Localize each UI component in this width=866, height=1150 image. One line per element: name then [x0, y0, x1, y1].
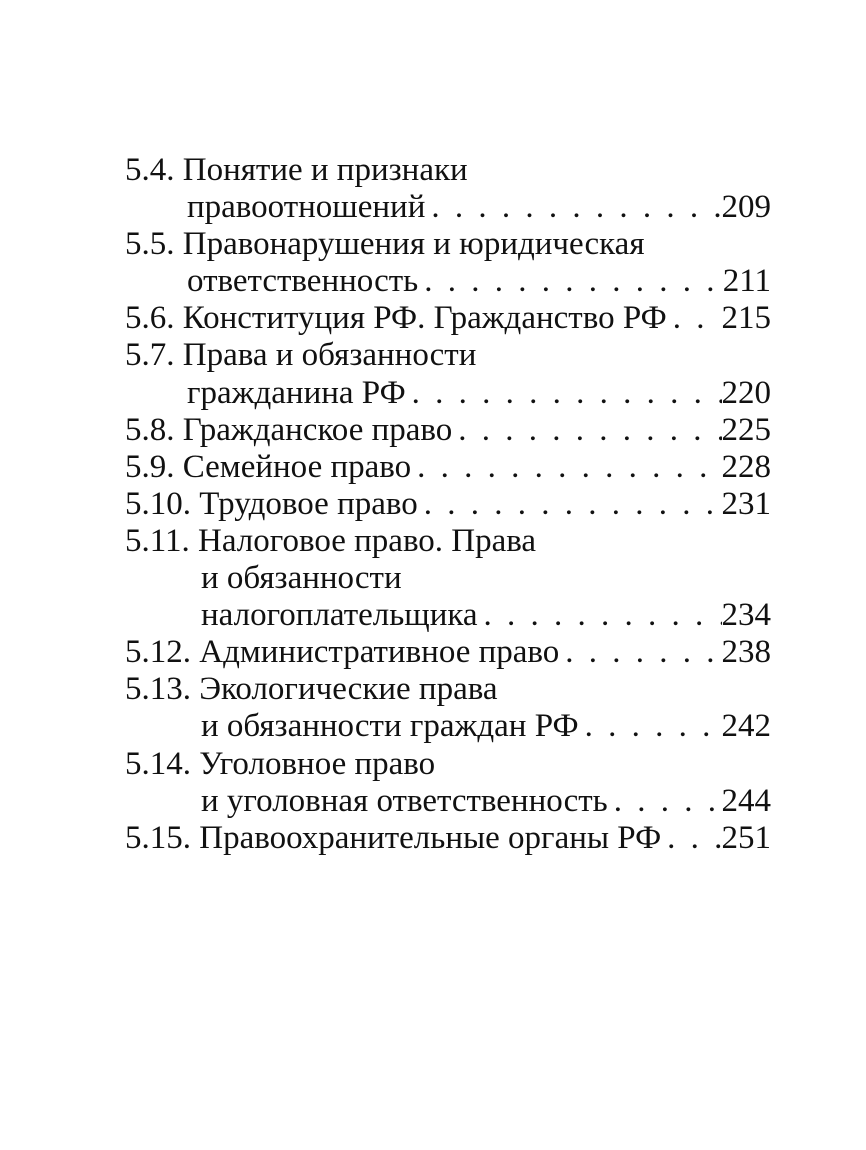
dot-leader [608, 783, 722, 820]
toc-entry-number: 5.10. [125, 485, 191, 522]
toc-entry[interactable] [125, 486, 771, 523]
toc-entry-title: гражданина РФ [187, 374, 406, 411]
toc-entry-page-number: 211 [722, 263, 771, 300]
toc-entry-continuation-line [125, 189, 771, 226]
toc-entry-continuation-line [125, 708, 771, 745]
toc-entry-title: Уголовное право [199, 745, 436, 782]
toc-entry-title: Гражданское право [182, 411, 453, 448]
toc-entry-number: 5.7. [125, 337, 175, 374]
toc-entry[interactable] [125, 300, 771, 337]
toc-entry-title: Правоохранительные органы РФ [199, 819, 662, 856]
toc-entry[interactable] [125, 746, 771, 820]
toc-entry-number: 5.9. [125, 448, 175, 485]
toc-entry-first-line [125, 226, 771, 263]
dot-leader [559, 634, 721, 671]
toc-entry-first-line [125, 671, 771, 708]
toc-entry-page-number: 220 [721, 374, 771, 411]
toc-entry-title: Семейное право [182, 448, 412, 485]
toc-entry-title: Правонарушения и юридическая [182, 226, 645, 263]
toc-entry-first-line [125, 746, 771, 783]
dot-leader [425, 189, 721, 226]
toc-entry-first-line [125, 300, 771, 337]
toc-entry-number: 5.11. [125, 522, 190, 559]
toc-entry-continuation-line [125, 375, 771, 412]
toc-entry-page-number: 242 [721, 708, 771, 745]
toc-entry[interactable] [125, 671, 771, 745]
toc-entry-page-number: 225 [721, 411, 771, 448]
toc-entry-first-line [125, 152, 771, 189]
toc-entry-continuation-line [125, 597, 771, 634]
toc-entry-number: 5.4. [125, 152, 175, 188]
dot-leader [579, 708, 722, 745]
toc-entry-page-number: 238 [721, 634, 771, 671]
toc-entry-number: 5.13. [125, 671, 191, 708]
toc-entry-continuation-line [125, 263, 771, 300]
toc-entry-title: и уголовная ответственность [201, 782, 608, 819]
toc-entry[interactable] [125, 337, 771, 411]
toc-entry-title: Налоговое право. Права [198, 522, 537, 559]
dot-leader [667, 300, 722, 337]
dot-leader [452, 412, 721, 449]
toc-entry-page-number: 228 [721, 448, 771, 485]
dot-leader [411, 449, 721, 486]
toc-entry-number: 5.12. [125, 634, 191, 671]
toc-entry[interactable] [125, 634, 771, 671]
toc-entry-title: Трудовое право [199, 485, 418, 522]
toc-entry[interactable] [125, 412, 771, 449]
toc-entry-continuation-line [125, 560, 771, 597]
dot-leader [418, 263, 723, 300]
toc-entry-page-number: 234 [721, 597, 771, 634]
toc-entry-number: 5.14. [125, 745, 191, 782]
toc-entry[interactable] [125, 820, 771, 857]
toc-entry-title: Конституция РФ. Гражданство РФ [182, 300, 667, 337]
toc-entry-number: 5.5. [125, 226, 175, 263]
toc-entry-page-number: 215 [721, 300, 771, 337]
toc-entry-page-number: 251 [721, 819, 771, 856]
toc-entry-title: Экологические права [199, 671, 498, 708]
toc-entry-page-number: 244 [721, 782, 771, 819]
toc-entry-title: и обязанности [201, 560, 402, 597]
toc-entry[interactable] [125, 152, 771, 226]
toc-entry-title: Понятие и признаки [182, 152, 468, 188]
toc-entry-number: 5.15. [125, 819, 191, 856]
table-of-contents [125, 152, 771, 857]
dot-leader [418, 486, 722, 523]
toc-entry-first-line [125, 337, 771, 374]
toc-entry-title: и обязанности граждан РФ [201, 708, 579, 745]
toc-entry-continuation-line [125, 783, 771, 820]
toc-entry-page-number: 209 [721, 189, 771, 226]
dot-leader [406, 375, 722, 412]
toc-entry-first-line [125, 412, 771, 449]
toc-entry-first-line [125, 634, 771, 671]
toc-entry-title: налогоплательщика [201, 597, 478, 634]
toc-entry-number: 5.6. [125, 300, 175, 337]
toc-entry-first-line [125, 523, 771, 560]
toc-entry[interactable] [125, 449, 771, 486]
toc-entry-first-line [125, 486, 771, 523]
toc-entry-number: 5.8. [125, 411, 175, 448]
toc-entry-title: Административное право [199, 634, 560, 671]
toc-entry[interactable] [125, 523, 771, 634]
toc-entry-page-number: 231 [721, 485, 771, 522]
dot-leader [478, 597, 722, 634]
toc-entry-first-line [125, 820, 771, 857]
toc-entry-title: правоотношений [187, 189, 426, 226]
toc-entry-title: Права и обязанности [182, 337, 477, 374]
toc-entry-first-line [125, 449, 771, 486]
toc-entry-title: ответственность [187, 263, 419, 300]
toc-entry[interactable] [125, 226, 771, 300]
dot-leader [661, 820, 721, 857]
